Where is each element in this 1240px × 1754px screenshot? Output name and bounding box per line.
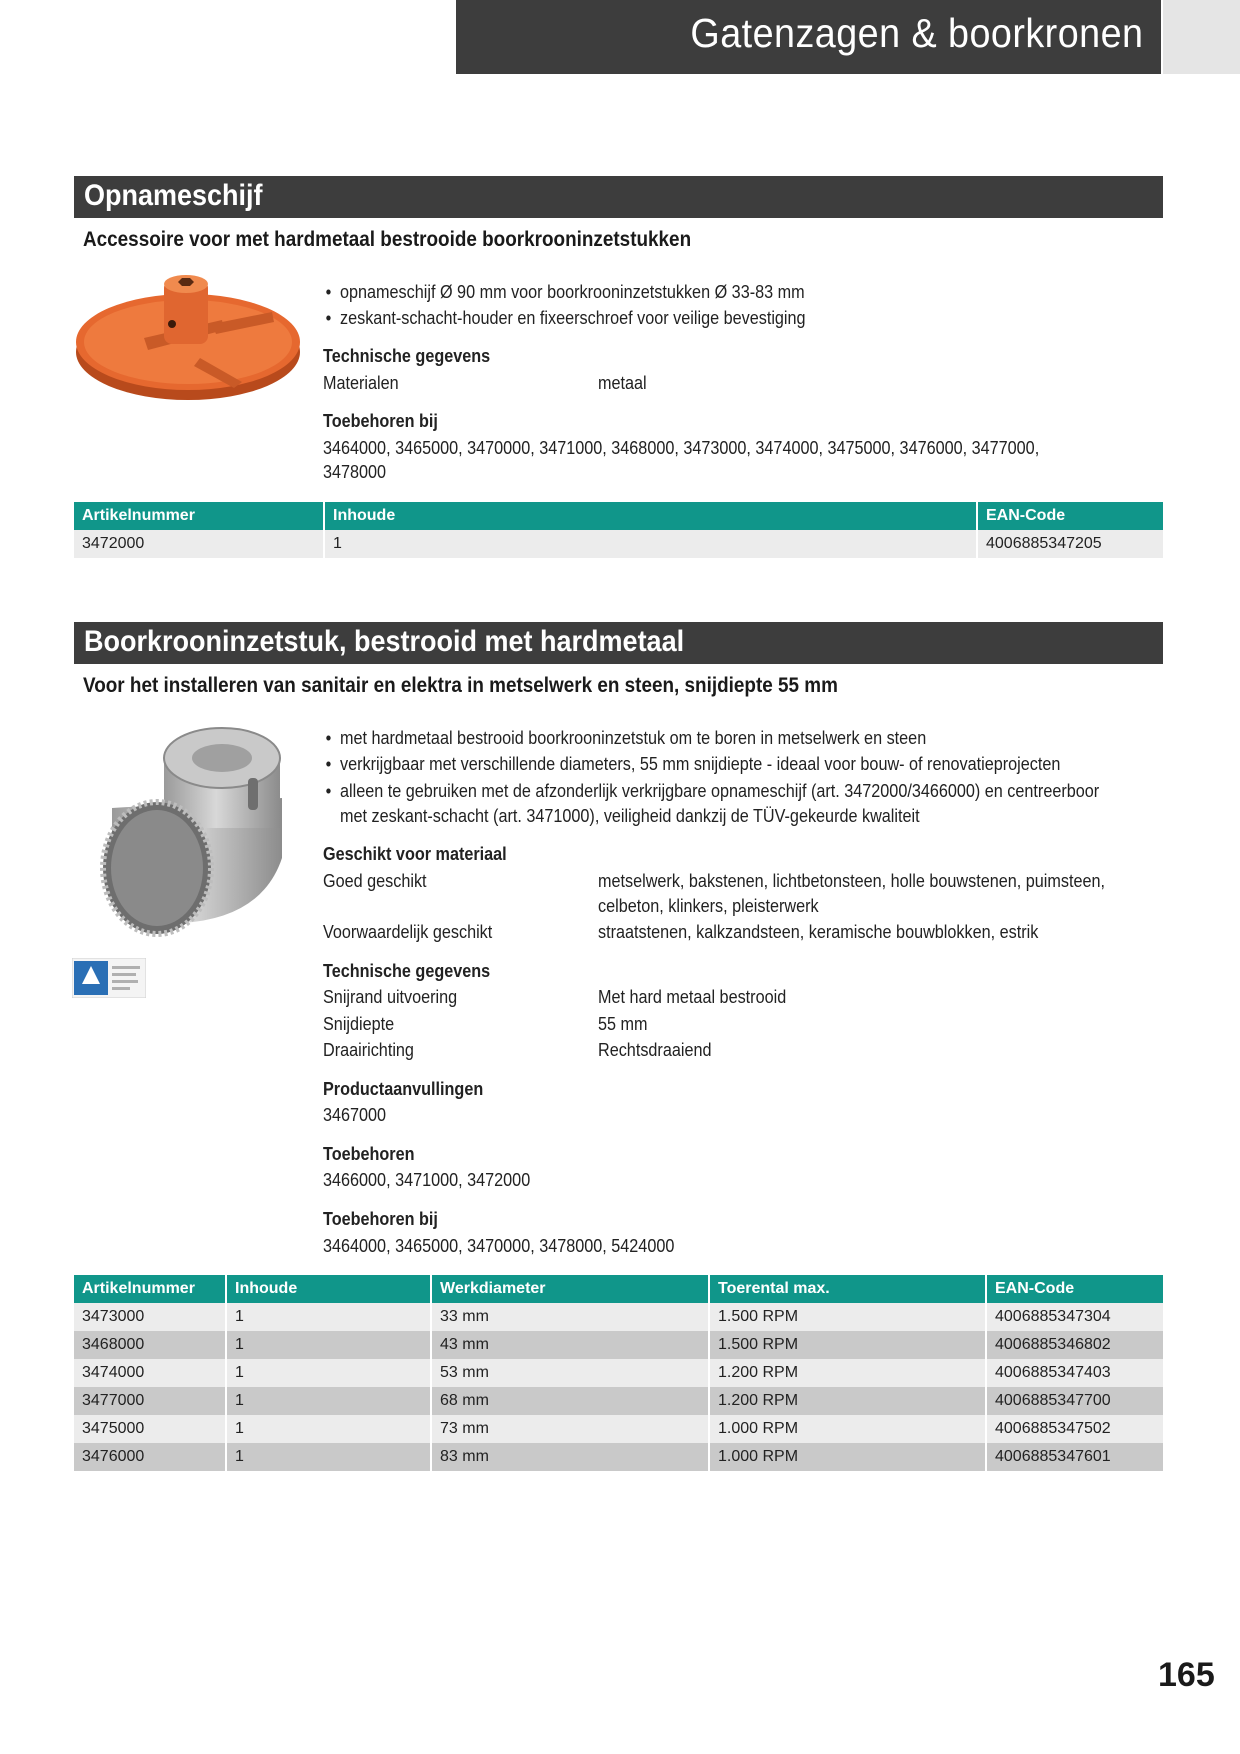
table-cell: 83 mm [431, 1443, 709, 1471]
table-cell: 4006885347403 [986, 1359, 1163, 1387]
table-cell: 4006885347700 [986, 1387, 1163, 1415]
table-cell: 1.000 RPM [709, 1443, 986, 1471]
table-cell: 1.200 RPM [709, 1359, 986, 1387]
table-cell: 53 mm [431, 1359, 709, 1387]
table-cell: 3475000 [74, 1415, 226, 1443]
table-cell: 1.200 RPM [709, 1387, 986, 1415]
table-cell: 3472000 [74, 530, 324, 558]
spec-value: metselwerk, bakstenen, lichtbetonsteen, holle bouwstenen, puimsteen, [598, 871, 1106, 891]
table-cell: 4006885347601 [986, 1443, 1163, 1471]
header-tab [1163, 0, 1240, 74]
table-cell: 3473000 [74, 1303, 226, 1331]
table-cell: 33 mm [431, 1303, 709, 1331]
table-cell: 1 [226, 1443, 431, 1471]
table-cell: 1 [226, 1331, 431, 1359]
tech-heading: Technische gegevens [323, 346, 491, 366]
section-title: Opnameschijf [84, 179, 263, 212]
accessory-for-list: 3464000, 3465000, 3470000, 3478000, 5424000 [323, 1236, 675, 1256]
accessory-list: 3466000, 3471000, 3472000 [323, 1170, 531, 1190]
spec-label: Snijrand uitvoering [323, 987, 458, 1007]
table-row [74, 1387, 1163, 1415]
accessory-heading: Toebehoren [323, 1144, 415, 1164]
table-header-row [74, 502, 1163, 530]
tuv-badge-icon [72, 958, 146, 998]
table-cell: 1.000 RPM [709, 1415, 986, 1443]
spec-value: metaal [598, 373, 647, 393]
table-row [74, 1359, 1163, 1387]
section-title-bar [74, 176, 1163, 218]
table-row [74, 1331, 1163, 1359]
spec-label: Goed geschikt [323, 871, 427, 891]
column-header: Artikelnummer [74, 1275, 226, 1303]
supplement-value: 3467000 [323, 1105, 387, 1125]
table-cell: 1 [226, 1415, 431, 1443]
table-header-row [74, 1275, 1163, 1303]
table-cell: 43 mm [431, 1331, 709, 1359]
bullet-item: • opnameschijf Ø 90 mm voor boorkrooninzetstukken Ø 33-83 mm [340, 280, 805, 304]
spec-value: 55 mm [598, 1014, 648, 1034]
section-subtitle: Voor het installeren van sanitair en elektra in metselwerk en steen, snijdiepte 55 mm [83, 674, 838, 697]
table-row [74, 1415, 1163, 1443]
table-row [74, 530, 1163, 558]
bullet-item: • alleen te gebruiken met de afzonderlijk verkrijgbare opnameschijf (art. 3472000/3466000) en centreerboor [340, 779, 1099, 803]
accessory-heading: Toebehoren bij [323, 411, 438, 431]
boorkroon-image [72, 718, 304, 940]
table-cell: 4006885347205 [977, 530, 1163, 558]
bullet-item: • met hardmetaal bestrooid boorkrooninzetstuk om te boren in metselwerk en steen [340, 726, 926, 750]
spec-label: Snijdiepte [323, 1014, 395, 1034]
supplement-heading: Productaanvullingen [323, 1079, 484, 1099]
table-cell: 68 mm [431, 1387, 709, 1415]
table-cell: 1 [226, 1303, 431, 1331]
column-header: EAN-Code [986, 1275, 1163, 1303]
spec-label: Voorwaardelijk geschikt [323, 922, 493, 942]
section-title-bar [74, 622, 1163, 664]
spec-value: Rechtsdraaiend [598, 1040, 712, 1060]
table-cell: 73 mm [431, 1415, 709, 1443]
spec-label: Draairichting [323, 1040, 414, 1060]
accessory-list: 3478000 [323, 462, 387, 482]
column-header: Werkdiameter [431, 1275, 709, 1303]
table-cell: 1 [324, 530, 977, 558]
opnameschijf-image [72, 272, 304, 404]
table-cell: 1 [226, 1387, 431, 1415]
column-header: Inhoude [226, 1275, 431, 1303]
column-header: Inhoude [324, 502, 977, 530]
table-cell: 4006885347304 [986, 1303, 1163, 1331]
column-header: EAN-Code [977, 502, 1163, 530]
article-table [74, 502, 1163, 558]
spec-label: Materialen [323, 373, 399, 393]
page-title: Gatenzagen & boorkronen [689, 10, 1143, 56]
tech-heading: Technische gegevens [323, 961, 491, 981]
table-row [74, 1443, 1163, 1471]
table-cell: 1.500 RPM [709, 1331, 986, 1359]
table-cell: 4006885346802 [986, 1331, 1163, 1359]
table-cell: 1 [226, 1359, 431, 1387]
table-cell: 3474000 [74, 1359, 226, 1387]
section-subtitle: Accessoire voor met hardmetaal bestrooide boorkrooninzetstukken [83, 228, 692, 251]
accessory-list: 3464000, 3465000, 3470000, 3471000, 3468000, 3473000, 3474000, 3475000, 3476000, 3477000, [323, 438, 1040, 458]
bullet-item: • zeskant-schacht-houder en fixeerschroef voor veilige bevestiging [340, 306, 806, 330]
material-heading: Geschikt voor materiaal [323, 844, 507, 864]
spec-value: Met hard metaal bestrooid [598, 987, 787, 1007]
table-cell: 3468000 [74, 1331, 226, 1359]
table-row [74, 1303, 1163, 1331]
accessory-for-heading: Toebehoren bij [323, 1209, 438, 1229]
table-cell: 1.500 RPM [709, 1303, 986, 1331]
page-number: 165 [1158, 1656, 1215, 1694]
article-table [74, 1275, 1163, 1471]
table-cell: 3476000 [74, 1443, 226, 1471]
page-header [456, 0, 1161, 74]
spec-value: celbeton, klinkers, pleisterwerk [598, 896, 819, 916]
spec-value: straatstenen, kalkzandsteen, keramische bouwblokken, estrik [598, 922, 1039, 942]
table-cell: 3477000 [74, 1387, 226, 1415]
table-cell: 4006885347502 [986, 1415, 1163, 1443]
section-title: Boorkrooninzetstuk, bestrooid met hardmetaal [84, 625, 685, 658]
bullet-item: • verkrijgbaar met verschillende diameters, 55 mm snijdiepte - ideaal voor bouw- of renovatieprojecten [340, 752, 1060, 776]
column-header: Artikelnummer [74, 502, 324, 530]
bullet-item-continuation: met zeskant-schacht (art. 3471000), veiligheid dankzij de TÜV-gekeurde kwaliteit [340, 806, 920, 826]
column-header: Toerental max. [709, 1275, 986, 1303]
